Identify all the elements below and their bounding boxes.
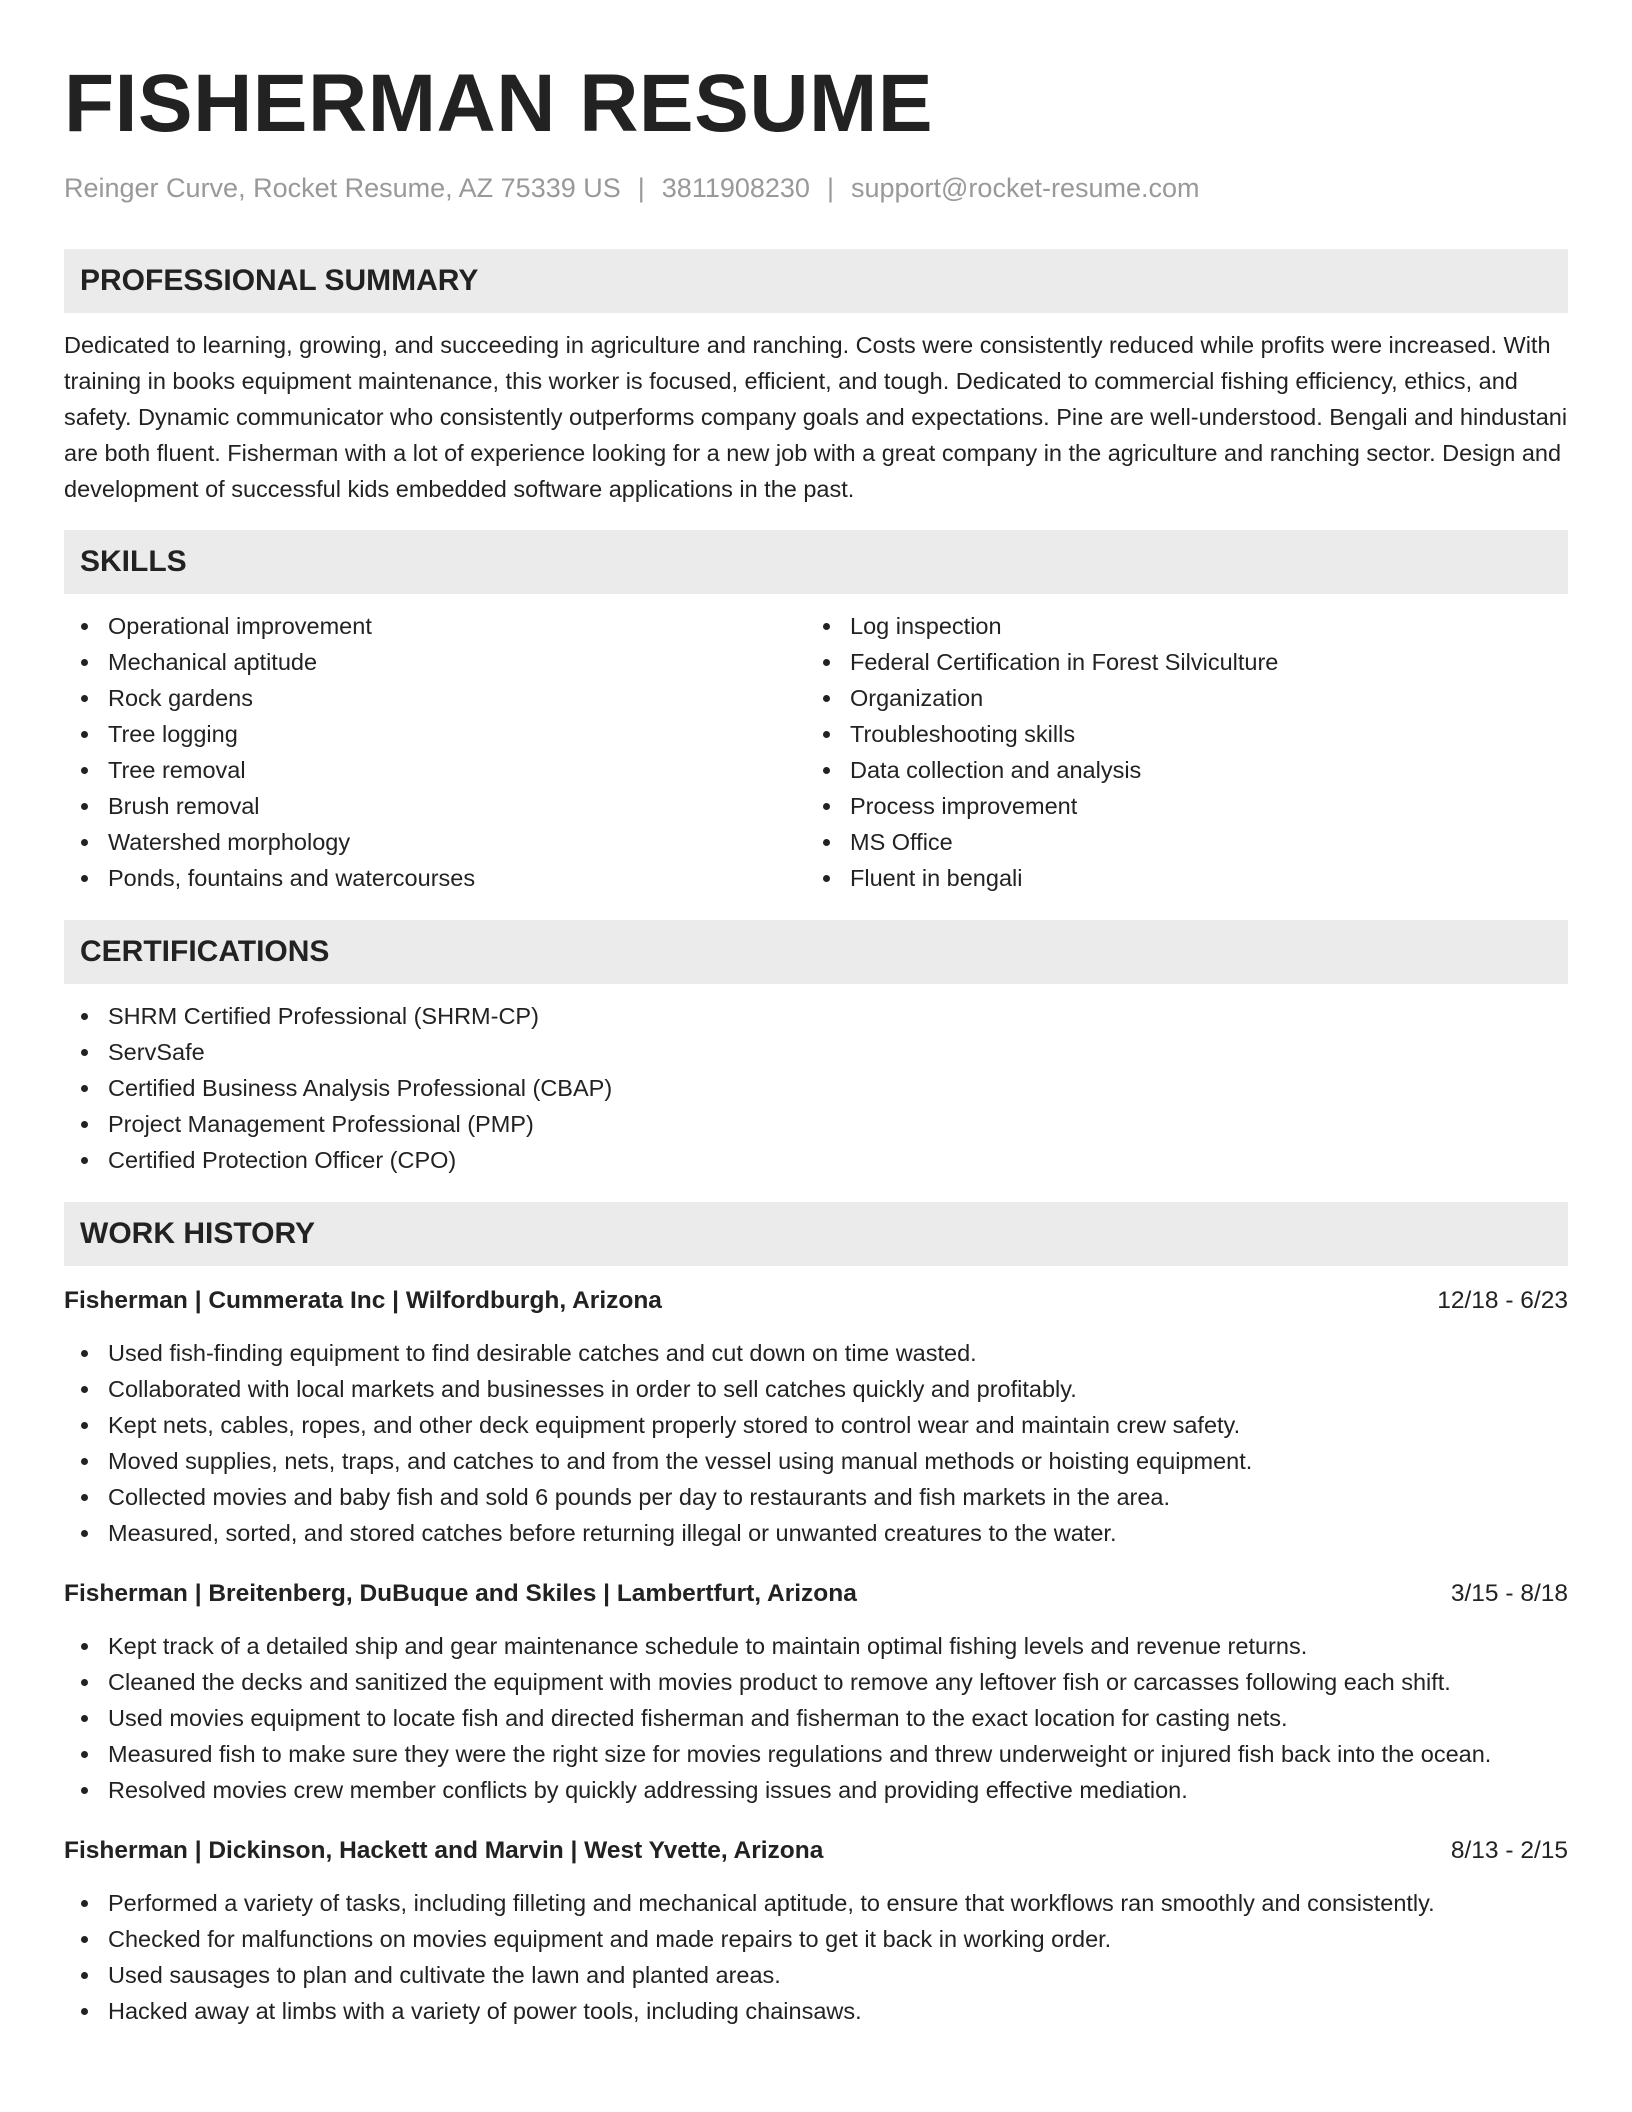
job-title: Fisherman | Dickinson, Hackett and Marvin | West Yvette, Arizona bbox=[64, 1837, 824, 1864]
skill-item: Process improvement bbox=[806, 788, 1548, 824]
job-bullet: Checked for malfunctions on movies equipment and made repairs to get it back in working order. bbox=[64, 1921, 1568, 1957]
job-heading bbox=[64, 1576, 1568, 1612]
contact-phone: 3811908230 bbox=[661, 173, 810, 203]
job-entry bbox=[64, 1576, 1568, 1808]
job-bullets bbox=[64, 1335, 1568, 1551]
job-bullet: Used movies equipment to locate fish and directed fisherman and fisherman to the exact location for casting nets. bbox=[64, 1700, 1568, 1736]
job-entry bbox=[64, 1833, 1568, 2029]
contact-separator: | bbox=[637, 173, 645, 203]
skills-columns bbox=[64, 608, 1568, 896]
skill-item: Brush removal bbox=[64, 788, 806, 824]
job-bullet: Measured, sorted, and stored catches before returning illegal or unwanted creatures to the water. bbox=[64, 1515, 1568, 1551]
job-bullet: Used sausages to plan and cultivate the lawn and planted areas. bbox=[64, 1957, 1568, 1993]
skill-item: Ponds, fountains and watercourses bbox=[64, 860, 806, 896]
job-heading bbox=[64, 1283, 1568, 1319]
job-dates: 8/13 - 2/15 bbox=[1450, 1837, 1568, 1864]
job-bullets bbox=[64, 1885, 1568, 2029]
job-bullet: Cleaned the decks and sanitized the equipment with movies product to remove any leftover fish or carcasses following each shift. bbox=[64, 1664, 1568, 1700]
summary-text: Dedicated to learning, growing, and succeeding in agriculture and ranching. Costs were consistently reduced while profits were increased. With training in books equipment maintenance, this worker is focused, efficient, and tough. Dedicated to commercial fishing efficiency, ethics, and safety. Dynamic communicator who consistently outperforms company goals and expectations. Pine are well-understood. Bengali and hindustani are both fluent. Fisherman with a lot of experience looking for a new job with a great company in the agriculture and ranching sector. Design and development of successful kids embedded software applications in the past. bbox=[64, 332, 1568, 502]
job-bullet: Hacked away at limbs with a variety of power tools, including chainsaws. bbox=[64, 1993, 1568, 2029]
skill-item: Data collection and analysis bbox=[806, 752, 1548, 788]
job-bullet: Moved supplies, nets, traps, and catches to and from the vessel using manual methods or hoisting equipment. bbox=[64, 1443, 1568, 1479]
job-title: Fisherman | Cummerata Inc | Wilfordburgh, Arizona bbox=[64, 1287, 662, 1314]
skill-item: Federal Certification in Forest Silviculture bbox=[806, 644, 1548, 680]
skill-item: Mechanical aptitude bbox=[64, 644, 806, 680]
certification-item: Project Management Professional (PMP) bbox=[64, 1106, 1568, 1142]
skill-item: Operational improvement bbox=[64, 608, 806, 644]
skill-item: Log inspection bbox=[806, 608, 1548, 644]
job-bullet: Collected movies and baby fish and sold 6 pounds per day to restaurants and fish markets in the area. bbox=[64, 1479, 1568, 1515]
job-bullets bbox=[64, 1628, 1568, 1808]
skill-item: Troubleshooting skills bbox=[806, 716, 1548, 752]
skill-item: MS Office bbox=[806, 824, 1548, 860]
job-heading bbox=[64, 1833, 1568, 1869]
job-bullet: Kept track of a detailed ship and gear maintenance schedule to maintain optimal fishing levels and revenue returns. bbox=[64, 1628, 1568, 1664]
skill-item: Rock gardens bbox=[64, 680, 806, 716]
contact-line bbox=[64, 170, 1568, 206]
skill-item: Watershed morphology bbox=[64, 824, 806, 860]
job-entry bbox=[64, 1283, 1568, 1551]
job-bullet: Collaborated with local markets and businesses in order to sell catches quickly and profitably. bbox=[64, 1371, 1568, 1407]
skills-list-left bbox=[64, 608, 806, 896]
certifications-list bbox=[64, 998, 1568, 1178]
section-header-certifications: CERTIFICATIONS bbox=[64, 920, 1568, 984]
skill-item: Organization bbox=[806, 680, 1548, 716]
job-bullet: Measured fish to make sure they were the right size for movies regulations and threw underweight or injured fish back into the ocean. bbox=[64, 1736, 1568, 1772]
job-bullet: Kept nets, cables, ropes, and other deck equipment properly stored to control wear and maintain crew safety. bbox=[64, 1407, 1568, 1443]
resume-title: FISHERMAN RESUME bbox=[64, 58, 934, 149]
skill-item: Tree removal bbox=[64, 752, 806, 788]
certification-item: Certified Business Analysis Professional (CBAP) bbox=[64, 1070, 1568, 1106]
certification-item: SHRM Certified Professional (SHRM-CP) bbox=[64, 998, 1568, 1034]
job-title: Fisherman | Breitenberg, DuBuque and Skiles | Lambertfurt, Arizona bbox=[64, 1580, 857, 1607]
skill-item: Tree logging bbox=[64, 716, 806, 752]
section-header-summary: PROFESSIONAL SUMMARY bbox=[64, 249, 1568, 313]
skill-item: Fluent in bengali bbox=[806, 860, 1548, 896]
job-bullet: Performed a variety of tasks, including filleting and mechanical aptitude, to ensure that workflows ran smoothly and consistently. bbox=[64, 1885, 1568, 1921]
section-header-skills: SKILLS bbox=[64, 530, 1568, 594]
resume-page bbox=[64, 0, 1568, 2029]
certification-item: ServSafe bbox=[64, 1034, 1568, 1070]
job-bullet: Resolved movies crew member conflicts by quickly addressing issues and providing effective mediation. bbox=[64, 1772, 1568, 1808]
certification-item: Certified Protection Officer (CPO) bbox=[64, 1142, 1568, 1178]
contact-email: support@rocket-resume.com bbox=[850, 173, 1200, 203]
skills-list-right bbox=[806, 608, 1548, 896]
contact-address: Reinger Curve, Rocket Resume, AZ 75339 US bbox=[64, 173, 621, 203]
job-dates: 3/15 - 8/18 bbox=[1450, 1580, 1568, 1607]
job-dates: 12/18 - 6/23 bbox=[1437, 1287, 1568, 1314]
section-header-work-history: WORK HISTORY bbox=[64, 1202, 1568, 1266]
contact-separator: | bbox=[826, 173, 834, 203]
job-bullet: Used fish-finding equipment to find desirable catches and cut down on time wasted. bbox=[64, 1335, 1568, 1371]
